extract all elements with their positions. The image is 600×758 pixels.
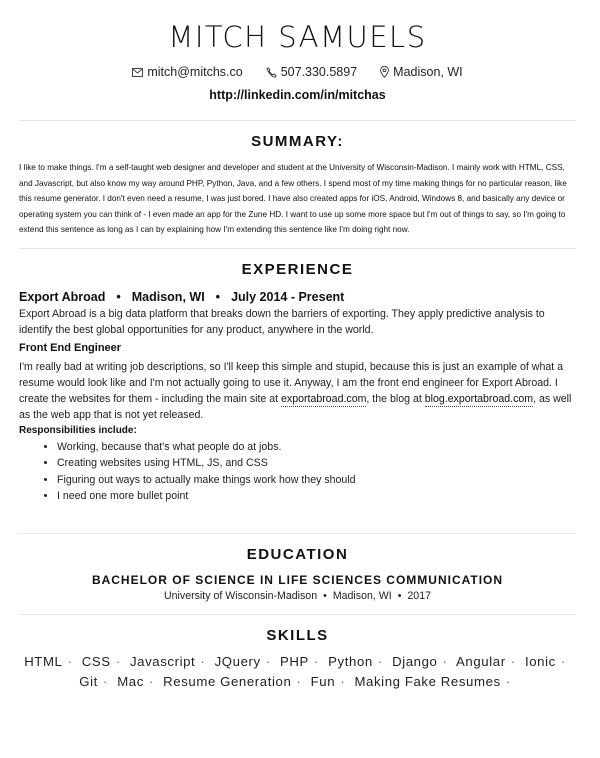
- summary-heading: SUMMARY:: [251, 133, 344, 150]
- contact-phone[interactable]: [266, 65, 357, 79]
- list-item: • Working, because that's what people do at jobs.: [57, 439, 576, 456]
- skill-item: HTML: [24, 653, 63, 669]
- contact-location: [380, 65, 462, 79]
- education-heading: EDUCATION: [246, 545, 349, 563]
- candidate-name: MITCH SAMUELS: [168, 20, 427, 54]
- experience-heading: EXPERIENCE: [241, 260, 354, 278]
- list-item: • I need one more bullet point: [57, 488, 576, 505]
- job-header: [19, 290, 576, 304]
- website-link[interactable]: http://linkedin.com/in/mitchas: [209, 88, 386, 102]
- skill-item: Mac: [117, 673, 144, 689]
- contact-row: [19, 65, 576, 79]
- skill-item: JQuery: [214, 653, 261, 669]
- blog-link[interactable]: blog.exportabroad.com: [424, 392, 534, 405]
- graduation-year: 2017: [407, 589, 431, 602]
- responsibilities-label: Responsibilities include:: [19, 424, 137, 436]
- skill-separator: ·: [67, 653, 73, 669]
- skill-separator: ·: [148, 673, 154, 689]
- exportabroad-link[interactable]: exportabroad.com: [281, 392, 367, 405]
- separator-dot: •: [323, 589, 327, 602]
- divider: [19, 248, 576, 249]
- responsibilities-list: [19, 439, 576, 505]
- school-name: University of Wisconsin-Madison: [164, 589, 318, 602]
- skill-separator: ·: [313, 653, 319, 669]
- skill-separator: ·: [442, 653, 448, 669]
- location-text: Madison, WI: [393, 65, 463, 79]
- email-text: mitch@mitchs.co: [147, 65, 243, 79]
- degree-title: BACHELOR OF SCIENCE IN LIFE SCIENCES COMMUNICATION: [91, 572, 504, 587]
- list-item: • Figuring out ways to actually make things work how they should: [57, 472, 576, 489]
- map-pin-icon: [380, 66, 389, 78]
- skill-separator: ·: [340, 673, 346, 689]
- company-description: Export Abroad is a big data platform that breaks down the barriers of exporting. They apply predictive analysis to identify the best global opportunities for any product, anywhere in the world.: [19, 307, 545, 336]
- contact-email[interactable]: [132, 65, 242, 79]
- role-title: Front End Engineer: [19, 341, 122, 354]
- education-meta: [19, 590, 576, 602]
- phone-icon: [266, 67, 277, 78]
- skill-item: Django: [392, 653, 438, 669]
- envelope-icon: [132, 68, 143, 77]
- divider: [19, 614, 576, 615]
- skill-separator: ·: [102, 673, 108, 689]
- summary-text: I like to make things. I'm a self-taught web designer and developer and student at the University of Wisconsin-Madison. I mainly work with HTML, CSS, and Javascript, but also know my way around PHP, Python, Java, and a few others. I spend most of my time making things for no particular reason, like this resume generator. I don't even need a resume, I was just bored. I have also created apps for iOS, Android, Windows 8, and basically any device or operating system you can think of - I even made an app for the Zune HD. I want to use up some more space but I'm out of things to say, so I'm going to extend this sentence as long as I can by explaining how I'm extending this sentence like I'm doing right now.: [19, 163, 567, 235]
- skill-item: Python: [328, 653, 373, 669]
- skill-item: Fun: [310, 673, 336, 689]
- divider: [19, 533, 576, 534]
- separator-dot: •: [397, 589, 402, 602]
- phone-text: 507.330.5897: [280, 65, 358, 79]
- separator-dot: •: [116, 289, 121, 304]
- skill-item: Ionic: [524, 653, 556, 669]
- list-item: • Creating websites using HTML, JS, and CSS: [57, 455, 576, 472]
- skill-item: PHP: [279, 653, 309, 669]
- skill-separator: ·: [377, 653, 383, 669]
- skills-heading: SKILLS: [266, 626, 329, 644]
- job-location: Madison, WI: [131, 289, 205, 304]
- skill-separator: ·: [200, 653, 206, 669]
- job-dates: July 2014 - Present: [231, 289, 345, 304]
- role-description: [19, 359, 576, 423]
- skill-item: CSS: [81, 653, 111, 669]
- skill-separator: ·: [560, 653, 566, 669]
- skill-item: Git: [79, 673, 98, 689]
- company-name: Export Abroad: [19, 289, 106, 304]
- role-text-3: , as well as the web app that is not yet released.: [19, 392, 572, 421]
- skill-item: Javascript: [129, 653, 196, 669]
- divider: [19, 120, 576, 121]
- skill-separator: ·: [510, 653, 516, 669]
- separator-dot: •: [215, 289, 221, 304]
- skill-item: Angular: [456, 653, 506, 669]
- skill-separator: ·: [115, 653, 121, 669]
- resume-page: [19, 0, 576, 692]
- school-location: Madison, WI: [332, 589, 392, 602]
- skill-item: Resume Generation: [163, 673, 292, 689]
- skill-separator: ·: [505, 673, 511, 689]
- skills-list: [19, 652, 576, 692]
- skill-separator: ·: [265, 653, 271, 669]
- role-text-1: I'm really bad at writing job descriptions, so I'll keep this simple and stupid, because this is just an example of what a resume would look like and I'm not actually going to use it. Anyway, I am the front end engineer for Export Abroad. I create the websites for them - including the main site at: [19, 360, 564, 405]
- skill-item: Making Fake Resumes: [354, 673, 501, 689]
- role-text-2: , the blog at: [366, 392, 425, 405]
- skill-separator: ·: [296, 673, 302, 689]
